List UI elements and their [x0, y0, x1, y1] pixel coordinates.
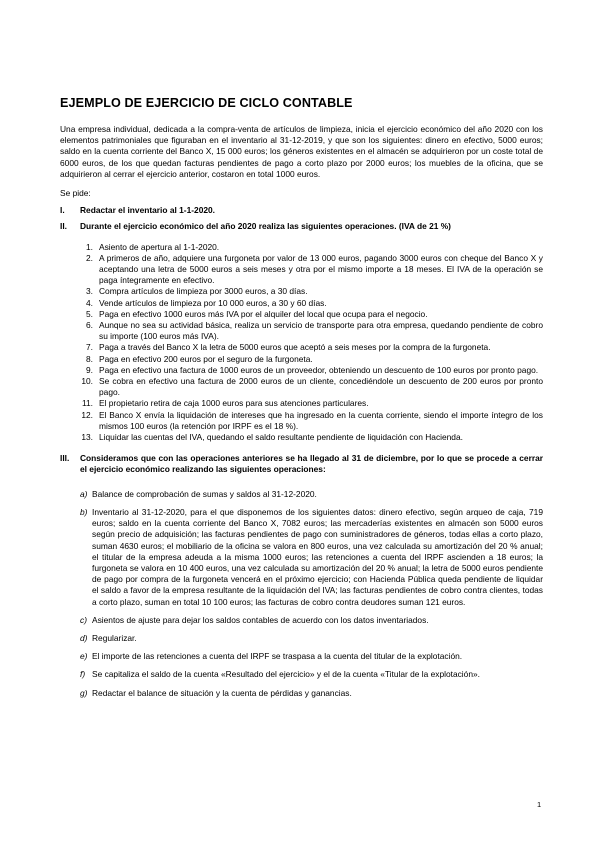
list-item: 6. Aunque no sea su actividad básica, realiza un servicio de transporte para otra empresa, quedando pendiente de cobro su importe (100 euros más IVA). [86, 320, 543, 342]
section-number: II. [60, 221, 67, 232]
list-item: 12. El Banco X envía la liquidación de intereses que ha ingresado en la cuenta corriente, siendo el importe íntegro de los mismos 100 euros (la retención por IRPF es el 18 %). [81, 409, 543, 431]
page-number: 1 [537, 800, 542, 809]
list-item: b) Inventario al 31-12-2020, para el que disponemos de los siguientes datos: dinero efectivo, según arqueo de caja, 719 euros; saldo en la cuenta corriente del Banco X, 7082 euros; las mercaderías existentes en almacén son 5000 euros según precio de adquisición; las facturas pendientes de pago con suministradores de géneros, todas ellas a corto plazo, suman 4630 euros; el mobiliario de la oficina se valora en 800 euros, una vez calculada su amortización del 20 % anual; el titular de la empresa adeuda a la misma 1000 euros; las retenciones a cuenta del IRPF ascienden a 18 euros; la furgoneta se valora en 10 400 euros, una vez calculada su amortización del 20 % anual; la letra de 5000 euros pendiente de pago por compra de la furgoneta vencerá en el próximo ejercicio; con Hacienda Pública queda pendiente de liquidar el saldo a favor de la empresa resultante de la liquidación del IVA; las facturas pendientes de cobro contra clientes, todas a corto plazo, suman en total 10 100 euros; las facturas de cobro contra deudores suman 121 euros. [80, 506, 543, 607]
section-text: Durante el ejercicio económico del año 2020 realiza las siguientes operaciones. (IVA de 21 %) [80, 221, 451, 232]
list-item: 9. Paga en efectivo una factura de 1000 euros de un proveedor, obteniendo un descuento de 100 euros por pronto pago. [86, 364, 539, 375]
list-item: 11. El propietario retira de caja 1000 euros para sus atenciones particulares. [81, 398, 369, 409]
list-item: 10. Se cobra en efectivo una factura de 2000 euros de un cliente, concediéndole un descuento de 200 euros por pronto pago. [81, 376, 543, 398]
section-text: Redactar el inventario al 1-1-2020. [80, 205, 215, 216]
document-page [60, 96, 543, 706]
list-item: 2. A primeros de año, adquiere una furgoneta por valor de 13 000 euros, pagando 3000 euros con cheque del Banco X y aceptando una letra de 5000 euros a seis meses y otra por el mismo importe a 18 meses. El IVA de la operación se paga íntegramente en efectivo. [86, 252, 543, 286]
list-item: 1. Asiento de apertura al 1-1-2020. [86, 241, 220, 252]
list-item: 5. Paga en efectivo 1000 euros más IVA por el alquiler del local que ocupa para el negocio. [86, 308, 428, 319]
section-number: I. [60, 205, 65, 216]
list-item: 4. Vende artículos de limpieza por 10 000 euros, a 30 y 60 días. [86, 297, 327, 308]
closing-operations-list [80, 489, 543, 699]
document-title: EJEMPLO DE EJERCICIO DE CICLO CONTABLE [60, 96, 353, 110]
section-i [60, 205, 543, 216]
list-item: c) Asientos de ajuste para dejar los saldos contables de acuerdo con los datos inventariados. [80, 614, 429, 625]
intro-paragraph: Una empresa individual, dedicada a la compra-venta de artículos de limpieza, inicia el ejercicio económico del año 2020 con los elementos patrimoniales que figuraban en el inventario al 31-12-2019, y que son los siguientes: dinero en efectivo, 5000 euros; saldo en la cuenta corriente del Banco X, 15 000 euros; los géneros existentes en el almacén se adquirieron por un coste total de 6000 euros, de los que quedan facturas pendientes de pago a corto plazo por 2000 euros; los muebles de la oficina, que se adquirieron al cerrar el ejercicio anterior, costaron en total 1000 euros. [60, 124, 543, 179]
list-item: e) El importe de las retenciones a cuenta del IRPF se traspasa a la cuenta del titular de la explotación. [80, 651, 463, 662]
section-text: Consideramos que con las operaciones anteriores se ha llegado al 31 de diciembre, por lo que se procede a cerrar el ejercicio económico realizando las siguientes operaciones: [80, 453, 543, 475]
section-number: III. [60, 453, 70, 464]
list-item: 7. Paga a través del Banco X la letra de 5000 euros que aceptó a seis meses por la compra de la furgoneta. [86, 342, 491, 353]
se-pide-label: Se pide: [60, 188, 91, 199]
list-item: 8. Paga en efectivo 200 euros por el seguro de la furgoneta. [86, 353, 313, 364]
section-iii [60, 453, 543, 475]
list-item: a) Balance de comprobación de sumas y saldos al 31-12-2020. [80, 488, 317, 499]
list-item: d) Regularizar. [80, 632, 137, 643]
section-ii [60, 221, 543, 232]
list-item: f) Se capitaliza el saldo de la cuenta «Resultado del ejercicio» y el de la cuenta «Titular de la explotación». [80, 669, 480, 680]
list-item: 13. Liquidar las cuentas del IVA, quedando el saldo resultante pendiente de liquidación con Hacienda. [81, 432, 463, 443]
list-item: g) Redactar el balance de situación y la cuenta de pérdidas y ganancias. [80, 687, 352, 698]
list-item: 3. Compra artículos de limpieza por 3000 euros, a 30 días. [86, 286, 308, 297]
operations-list [80, 242, 543, 444]
